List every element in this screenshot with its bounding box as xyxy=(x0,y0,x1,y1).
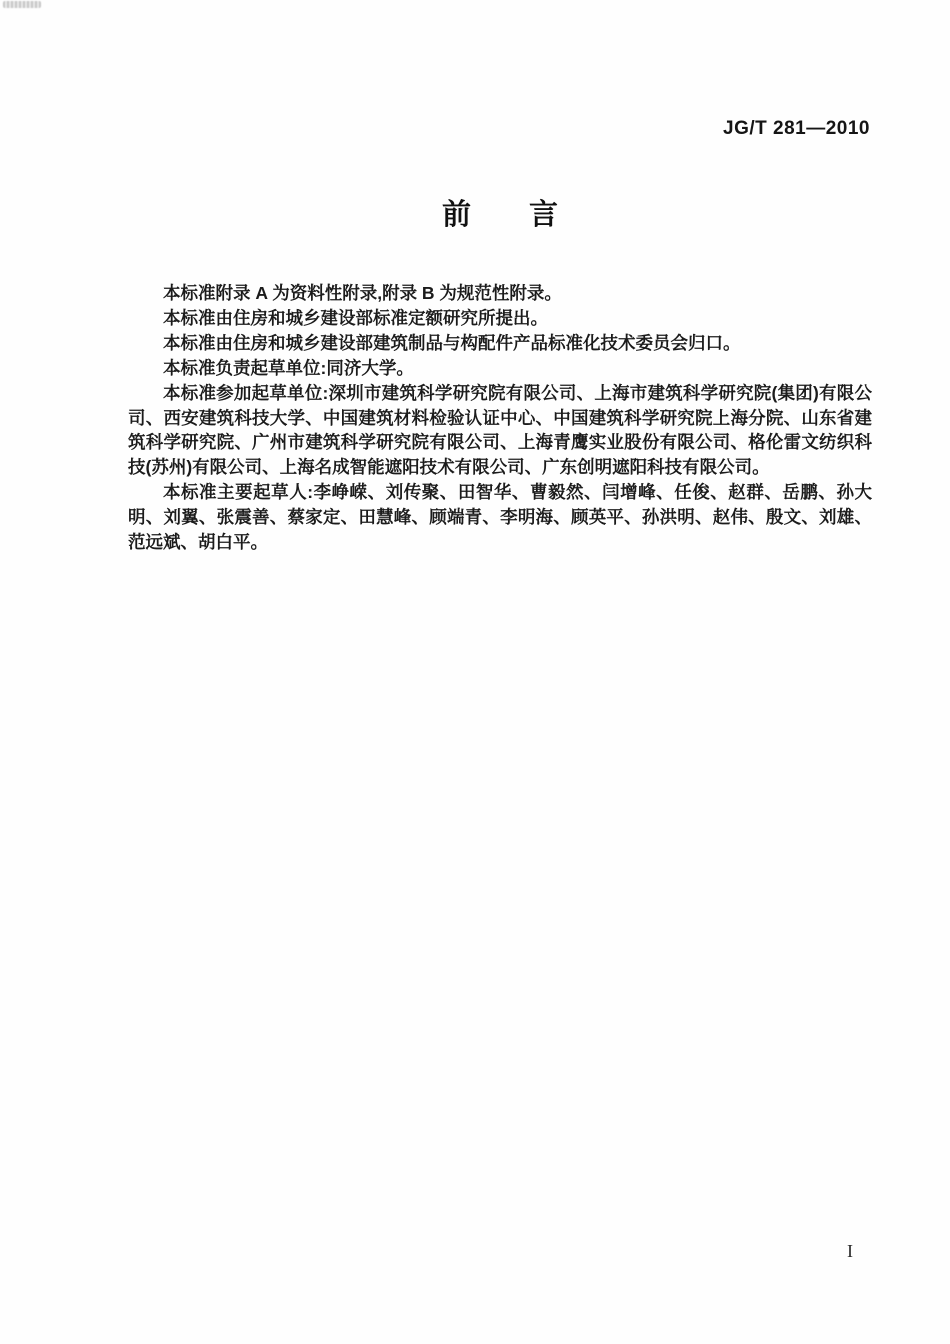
page-title: 前 言 xyxy=(441,199,558,231)
foreword-body xyxy=(128,281,872,555)
foreword-paragraph-proposed-by: 本标准由住房和城乡建设部标准定额研究所提出。 xyxy=(163,307,548,328)
foreword-paragraph-appendix-note: 本标准附录 A 为资料性附录,附录 B 为规范性附录。 xyxy=(163,283,562,303)
standard-code: JG/T 281—2010 xyxy=(723,118,870,139)
foreword-paragraph-centralized-by: 本标准由住房和城乡建设部建筑制品与构配件产品标准化技术委员会归口。 xyxy=(163,332,741,353)
foreword-paragraph-participating-units: 本标准参加起草单位:深圳市建筑科学研究院有限公司、上海市建筑科学研究院(集团)有限公司、西安建筑科技大学、中国建筑材料检验认证中心、中国建筑科学研究院上海分院、山东省建筑科学研究院、广州市建筑科学研究院有限公司、上海青鹰实业股份有限公司、格伦雷文纺织科技(苏州)有限公司、上海名成智能遮阳技术有限公司、广东创明遮阳科技有限公司。 xyxy=(128,382,872,478)
page-number: I xyxy=(847,1241,853,1261)
scan-artifact xyxy=(3,1,41,8)
foreword-paragraph-chief-drafting-unit: 本标准负责起草单位:同济大学。 xyxy=(163,357,414,378)
foreword-paragraph-main-drafters: 本标准主要起草人:李峥嵘、刘传聚、田智华、曹毅然、闫增峰、任俊、赵群、岳鹏、孙大明、刘翼、张震善、蔡家定、田慧峰、顾端青、李明海、顾英平、孙洪明、赵伟、殷文、刘雄、范远斌、胡白平。 xyxy=(128,482,872,553)
